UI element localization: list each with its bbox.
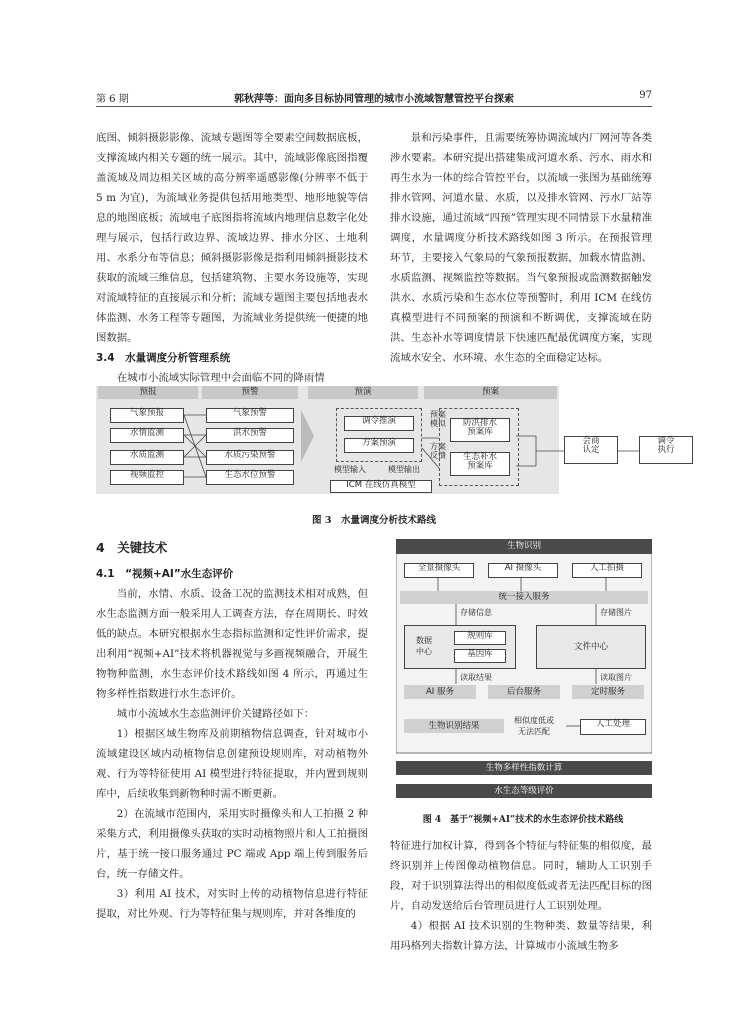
paragraph: 特征进行加权计算，得到各个特征与特征集的相似度，最终识别并上传图像动植物信息。同时，辅助人工识别手段，对于识别算法得出的相似度低或者无法匹配目标的图片，自动发送给后台管理员进行人工识别处理。 — [390, 840, 652, 912]
band-warning: 预警 — [202, 386, 298, 399]
figure-3-caption: 图 3 水量调度分析技术路线 — [312, 515, 436, 526]
warning-flood: 洪水预警 — [206, 428, 294, 443]
label-read-result: 读取结果 — [460, 673, 492, 682]
manual-processing: 人工处理 — [580, 719, 646, 735]
rule-library: 规则库 — [454, 631, 506, 645]
forecast-water-quality: 水质监测 — [110, 450, 184, 465]
service-timer: 定时服务 — [572, 685, 644, 699]
paragraph: 1）根据区域生物库及前期植物信息调查，针对城市小流域建设区域内动植物信息创建预设规则库，对动植物外观、行为等特征使用 AI 模型进行特征提取，并内置到规则库中，后续收集到新物种时需不断更新。 — [96, 728, 368, 800]
band-forecast: 预报 — [98, 386, 198, 399]
source-panorama-camera: 全景摄像头 — [404, 563, 474, 578]
rehearsal-order: 调令推演 — [344, 416, 414, 431]
label-read-image: 读取图片 — [600, 673, 632, 682]
warning-weather: 气象预警 — [206, 408, 294, 423]
label-plan-sim: 预案 模拟 — [430, 410, 446, 428]
forecast-weather: 气象预报 — [110, 408, 184, 423]
left-column-top — [96, 128, 368, 388]
band-plan: 预案 — [424, 386, 557, 399]
right-column-bottom — [390, 836, 652, 956]
source-manual-photo: 人工拍摄 — [572, 563, 642, 578]
water-eco-grade-eval: 水生态等级评价 — [396, 784, 652, 798]
warning-eco-level: 生态水位预警 — [206, 470, 294, 485]
warning-pollution: 水质污染预警 — [206, 450, 294, 465]
label-store-image: 存储图片 — [600, 608, 632, 617]
paragraph: 景和污染事件，且需要统筹协调流域内厂网河等各类涉水要素。本研究提出搭建集成河道水系、污水、雨水和再生水为一体的综合管控平台，以流域一张图为基础统筹排水管网、河道水量、水质，以及排水管网、污水厂站等排水设施，通过流域“四预”管理实现不同情景下水量精准调度，水量调度分析技术路线如图 3 所示。在预报管理环节，主要接入气象局的气象预报数据，加载水情监测、水质监测、视频监控等数据。当气象预报或监测数据触发洪水、水质污染和生态水位等预警时，利用 ICM 在线仿真模型进行不同预案的预演和不断调优，支撑流域在防洪、生态补水等调度情景下快速匹配最优调度方案，实现流域水安全、水环境、水生态的全面稳定达标。 — [390, 132, 652, 364]
section-heading-3-4: 3.4 水量调度分析管理系统 — [96, 352, 231, 364]
plan-eco: 生态补水 预案库 — [450, 452, 510, 476]
paragraph: 当前，水情、水质、设备工况的监测技术相对成熟，但水生态监测方面一般采用人工调查方法，存在周期长、时效低的缺点。本研究根据水生态指标监测和定性评价需求，提出利用“视频+AI”技术将机器视觉与多画视频融合，开展生物物种监测，水生态评价技术路线如图 4 所示，再通过生物多样性指数进行水生态评价。 — [96, 588, 368, 700]
label-model-output: 模型输出 — [388, 465, 420, 474]
paragraph: 底图、倾斜摄影影像、流域专题图等全要素空间数据底板，支撑流域内相关专题的统一展示。其中，流域影像底图指覆盖流域及周边相关区域的高分辨率遥感影像(分辨率不低于 5 m 为宜)，为流域业务提供包括用地类型、地形地貌等信息的地图底板；流域电子底图指将流域内地理信息数字化处理与展示，包括行政边界、流域边界、排水分区、土地利用、水系分布等信息；倾斜摄影影像是指利用倾斜摄影技术获取的流域三维信息，包括建筑物、主要水务设施等，实现对流域特征的直接展示和分析；流域专题图主要包括地表水体监测、水务工程等专题图，为流域业务提供统一便捷的地图数据。 — [96, 132, 368, 344]
section-heading-4: 4 关键技术 — [96, 540, 168, 555]
unified-access-service: 统一接入服务 — [400, 591, 648, 604]
paragraph: 城市小流域水生态监测评价关键路径如下： — [116, 708, 315, 720]
data-center: 数据 中心 — [416, 636, 432, 656]
paragraph: 4）根据 AI 技术识别的生物种类、数量等结果，利用玛格列夫指数计算方法，计算城市小流域生物多 — [390, 920, 652, 952]
label-store-info: 存储信息 — [460, 608, 492, 617]
approve-box: 会商 认定 — [564, 436, 618, 464]
source-ai-camera: AI 摄像头 — [488, 563, 558, 578]
issue-number: 第 6 期 — [96, 94, 129, 105]
label-plan-feedback: 方案 反馈 — [430, 442, 446, 460]
service-ai: AI 服务 — [404, 685, 476, 699]
left-column-bottom — [96, 538, 368, 924]
label-model-input: 模型输入 — [334, 465, 366, 474]
forecast-video: 视频监控 — [110, 470, 184, 485]
band-rehearsal: 预演 — [308, 386, 418, 399]
running-title: 郭秋萍等：面向多目标协同管理的城市小流域智慧管控平台探索 — [234, 94, 514, 105]
figure-4 — [396, 539, 652, 802]
bio-recognition-result: 生物识别结果 — [404, 719, 504, 733]
gene-library: 基因库 — [454, 649, 506, 663]
service-backend: 后台服务 — [488, 685, 560, 699]
paragraph: 3）利用 AI 技术，对实时上传的动植物信息进行特征提取，对比外观、行为等特征集与规则库，并对各维度的 — [96, 888, 368, 920]
icm-model: ICM 在线仿真模型 — [330, 480, 432, 493]
figure-4-caption: 图 4 基于“视频+AI”技术的水生态评价技术路线 — [422, 815, 624, 825]
paragraph: 在城市小流域实际管理中会面临不同的降雨情 — [116, 372, 325, 384]
section-heading-4-1: 4.1 “视频+AI”水生态评价 — [96, 568, 234, 580]
file-center: 文件中心 — [536, 625, 646, 669]
right-column-top — [390, 128, 652, 368]
running-header — [96, 90, 652, 107]
figure-3 — [96, 386, 696, 494]
paragraph: 2）在流域市范围内，采用实时摄像头和人工拍摄 2 种采集方式，利用摄像头获取的实时动植物照片和人工拍摄图片，基于统一接口服务通过 PC 端或 App 端上传到服务后台，统一存储文件。 — [96, 808, 368, 880]
rehearsal-scheme: 方案预演 — [344, 438, 414, 453]
forecast-water-level: 水情监测 — [110, 428, 184, 443]
label-low-match: 相似度低或 无法匹配 — [514, 716, 554, 736]
bio-recognition-title: 生物识别 — [396, 539, 652, 554]
execute-box: 调令 执行 — [639, 436, 693, 464]
diversity-index-calc: 生物多样性指数计算 — [396, 761, 652, 775]
plan-flood: 防洪排水 预案库 — [450, 418, 510, 442]
page-number: 97 — [639, 90, 652, 101]
